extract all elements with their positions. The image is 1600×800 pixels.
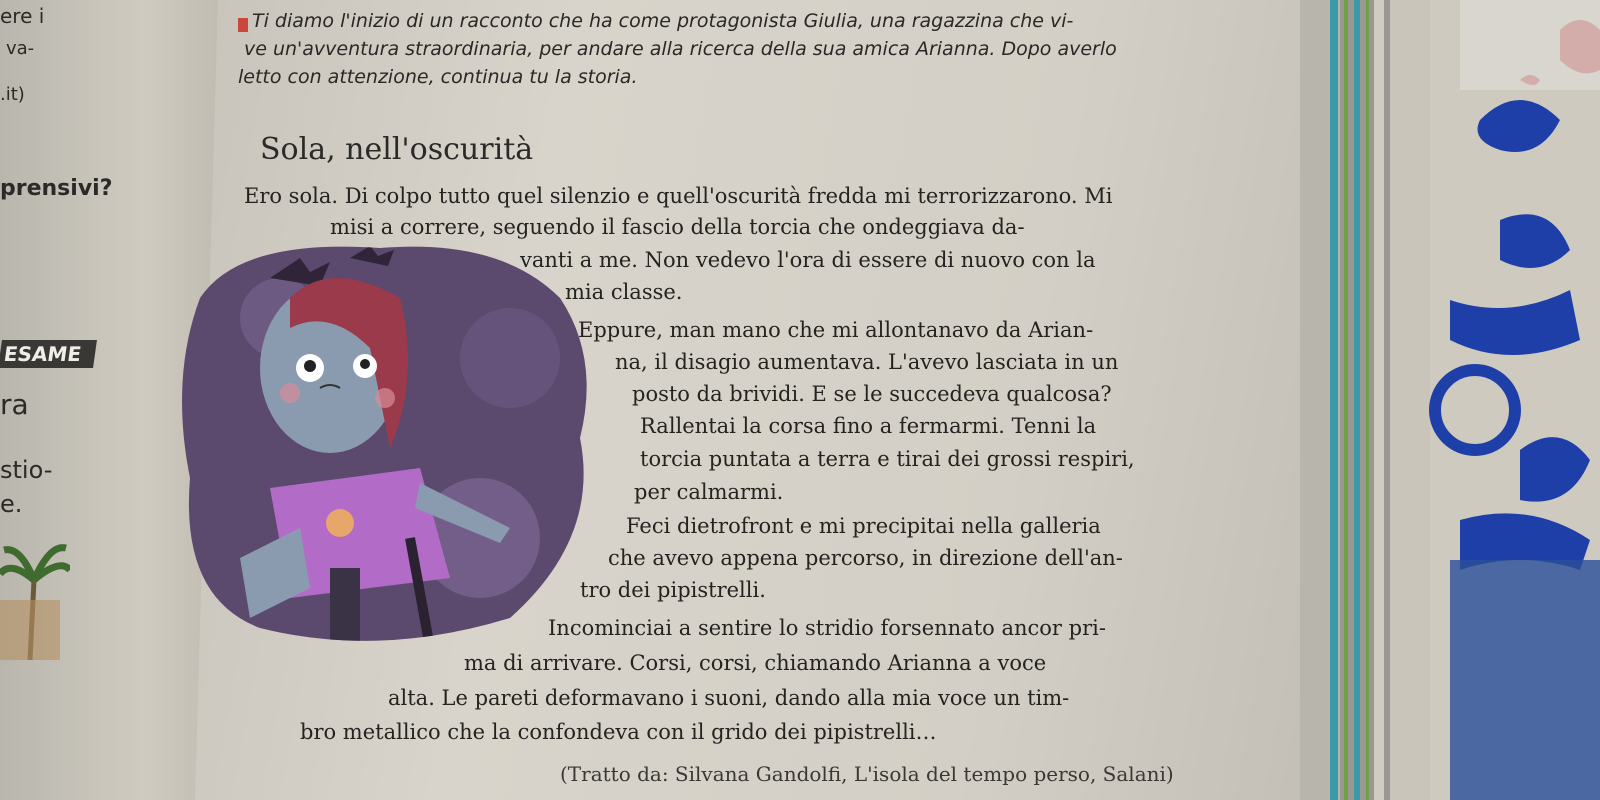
story-line: Ero sola. Di colpo tutto quel silenzio e quell'oscurità fredda mi terrorizzarono. Mi (244, 184, 1113, 208)
story-line: per calmarmi. (634, 480, 784, 504)
story-line: ma di arrivare. Corsi, corsi, chiamando Arianna a voce (464, 651, 1047, 675)
story-line: posto da brividi. E se le succedeva qualcosa? (632, 382, 1112, 406)
left-text-fragment: .it) (0, 84, 25, 105)
left-text-fragment: prensivi? (0, 176, 113, 201)
story-title: Sola, nell'oscurità (260, 132, 534, 167)
story-line: tro dei pipistrelli. (580, 578, 766, 602)
story-line: alta. Le pareti deformavano i suoni, dando alla mia voce un tim- (388, 686, 1070, 710)
intro-line: letto con attenzione, continua tu la storia. (238, 66, 638, 88)
palm-illustration (0, 540, 70, 660)
intro-line: ve un'avventura straordinaria, per andare alla ricerca della sua amica Arianna. Dopo averlo (244, 38, 1117, 60)
left-text-fragment: ra (0, 388, 29, 421)
left-text-fragment: stio- (0, 456, 53, 484)
patterned-fabric (1300, 0, 1600, 800)
story-line: torcia puntata a terra e tirai dei grossi respiri, (640, 447, 1135, 471)
story-line: vanti a me. Non vedevo l'ora di essere di nuovo con la (520, 248, 1096, 272)
story-line: Feci dietrofront e mi precipitai nella galleria (626, 514, 1101, 538)
story-line: Incominciai a sentire lo stridio forsennato ancor pri- (548, 616, 1106, 640)
story-line: na, il disagio aumentava. L'avevo lasciata in un (615, 350, 1119, 374)
story-line: che avevo appena percorso, in direzione dell'an- (608, 546, 1123, 570)
girl-illustration (180, 238, 620, 648)
story-line: Eppure, man mano che mi allontanavo da Arian- (578, 318, 1094, 342)
source-citation: (Tratto da: Silvana Gandolfi, L'isola del tempo perso, Salani) (560, 762, 1174, 786)
story-line: Rallentai la corsa fino a fermarmi. Tenni la (640, 414, 1097, 438)
esame-badge: ESAME (0, 340, 97, 368)
left-text-fragment: va- (6, 38, 35, 59)
left-text-fragment: e. (0, 490, 23, 518)
story-line: misi a correre, seguendo il fascio della torcia che ondeggiava da- (330, 215, 1025, 239)
left-text-fragment: ere i (0, 4, 45, 28)
story-line: bro metallico che la confondeva con il grido dei pipistrelli… (300, 720, 937, 744)
intro-line: Ti diamo l'inizio di un racconto che ha come protagonista Giulia, una ragazzina che vi- (252, 10, 1074, 32)
story-line: mia classe. (565, 280, 683, 304)
intro-marker (238, 18, 248, 32)
